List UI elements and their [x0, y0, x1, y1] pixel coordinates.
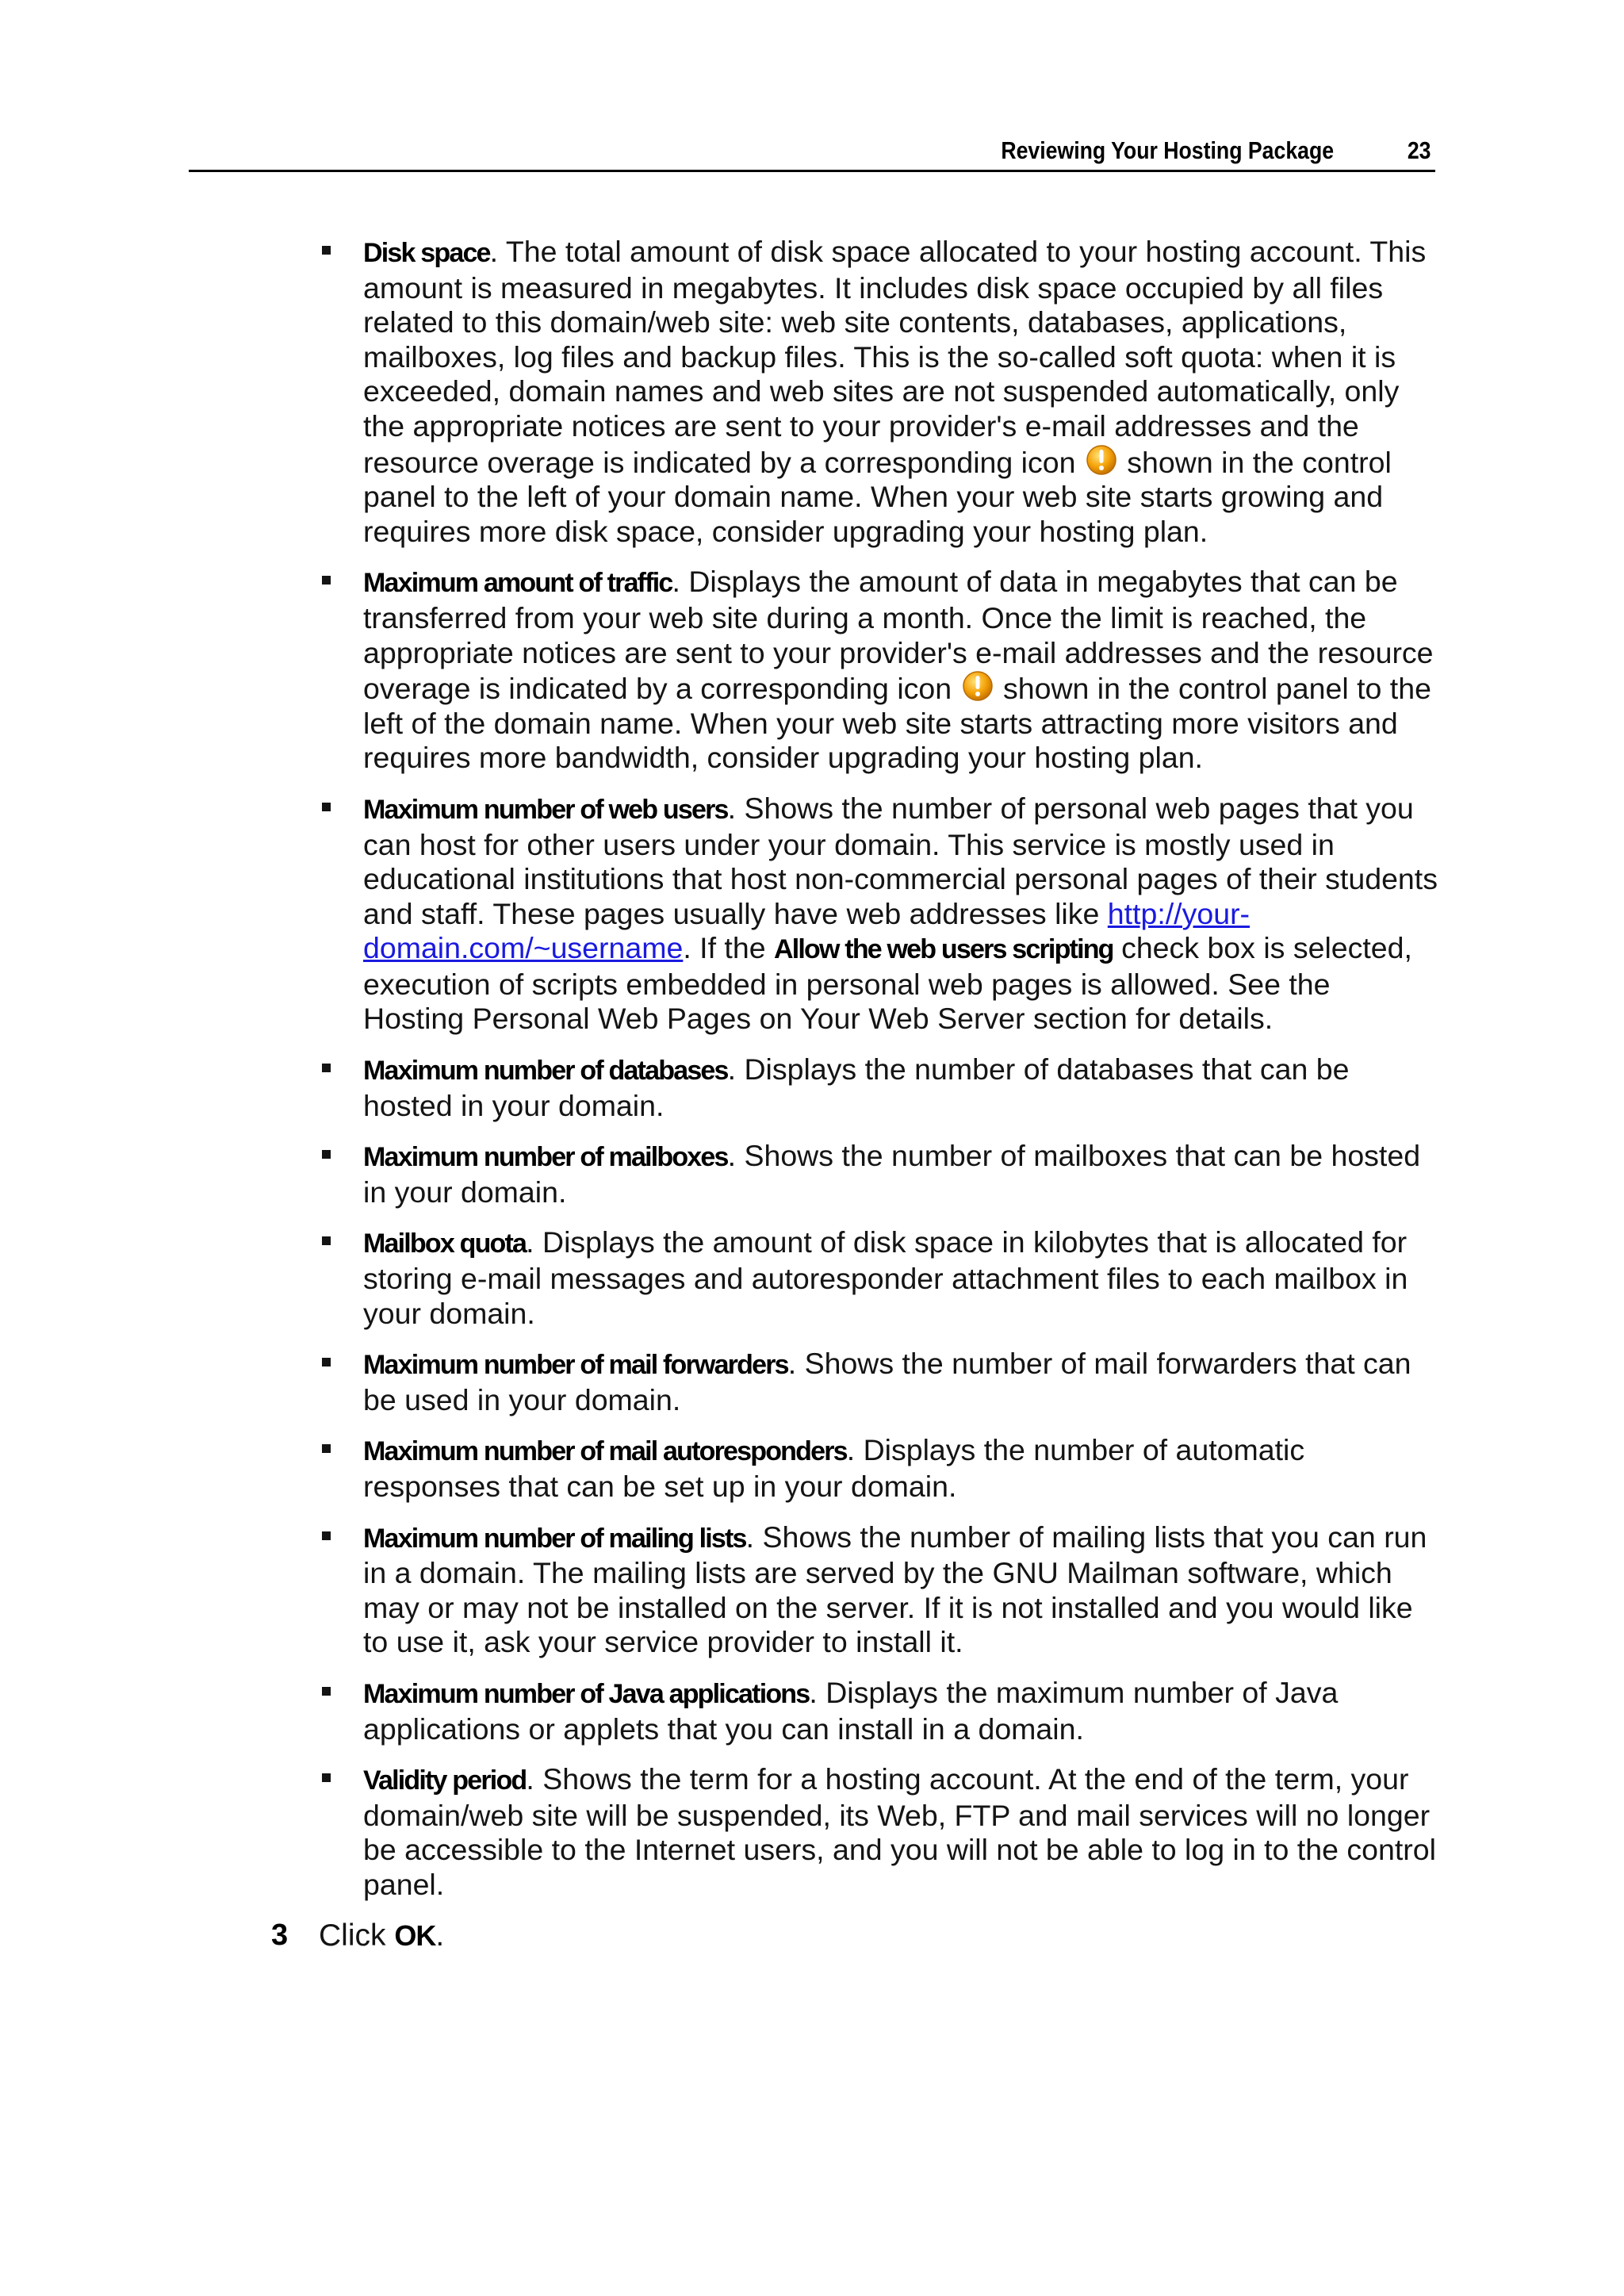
- item-text: . Shows the number of mail forwarders that can be used in your domain.: [363, 1347, 1411, 1416]
- bullet-square-icon: [322, 1531, 331, 1540]
- example-url-link[interactable]: http://your-domain.com/~username: [363, 896, 1251, 965]
- term-validity-period: Validity period: [363, 1765, 527, 1796]
- list-item-disk-space: [363, 235, 1438, 549]
- term-traffic: Maximum amount of traffic: [363, 568, 672, 599]
- procedure-step: [0, 1918, 1624, 1958]
- item-text: . Shows the number of personal web pages that you can host for other users under your domain. This service is mostly used in educational institutions that host non-commercial personal pages of their students and staff. These pages usually have web addresses like: [363, 791, 1438, 930]
- item-text: . If the: [683, 931, 774, 965]
- item-text: . Shows the term for a hosting account. At the end of the term, your domain/web site will be suspended, its Web, FTP and mail services will no longer be accessible to the Internet users, and you will not be able to log in to the control panel.: [363, 1762, 1436, 1901]
- item-text: . Displays the amount of data in megabytes that can be transferred from your web site during a month. Once the limit is reached, the appropriate notices are sent to your provider's e-mail addresses and the resource overage is indicated by a corresponding icon: [363, 565, 1434, 706]
- header-section-title: Reviewing Your Hosting Package: [1001, 136, 1334, 164]
- ui-label-allow-scripting: Allow the web users scripting: [773, 934, 1113, 965]
- term-mail-forwarders: Maximum number of mail forwarders: [363, 1350, 788, 1381]
- list-item-mailboxes: [363, 1139, 1438, 1209]
- term-mailboxes: Maximum number of mailboxes: [363, 1142, 728, 1173]
- item-text: . The total amount of disk space allocated to your hosting account. This amount is measured in megabytes. It includes disk space occupied by all files related to this domain/web site: web site contents, databases, applications, mailboxes, log files and backup files. This is the so-called soft quota: when it is exceeded, domain names and web sites are not suspended automatically, only the appropriate notices are sent to your provider's e-mail addresses and the resource overage is indicated by a corresponding icon: [363, 235, 1427, 479]
- list-item-mail-forwarders: [363, 1347, 1438, 1417]
- page-content: [0, 235, 1624, 1958]
- warning-icon: [962, 670, 994, 702]
- bullet-square-icon: [322, 576, 331, 585]
- bullet-square-icon: [322, 1150, 331, 1159]
- list-item-mail-autoresponders: [363, 1433, 1438, 1504]
- item-text: . Displays the number of automatic responses that can be set up in your domain.: [363, 1433, 1305, 1503]
- settings-bullet-list: [0, 235, 1624, 1903]
- running-header: [189, 133, 1435, 172]
- item-text: shown in the control panel to the left of the domain name. When your web site starts attracting more visitors and requires more bandwidth, consider upgrading your hosting plan.: [363, 672, 1431, 775]
- step-text-before: Click: [319, 1918, 395, 1953]
- header-page-number: 23: [1407, 136, 1431, 164]
- list-item-validity-period: [363, 1762, 1438, 1902]
- term-mail-autoresponders: Maximum number of mail autoresponders: [363, 1436, 847, 1467]
- list-item-mailbox-quota: [363, 1225, 1438, 1331]
- ok-button-label: OK: [394, 1918, 436, 1952]
- item-text: . Displays the number of databases that can be hosted in your domain.: [363, 1052, 1350, 1122]
- bullet-square-icon: [322, 1358, 331, 1366]
- list-item-traffic: [363, 565, 1438, 776]
- step-number: 3: [271, 1918, 289, 1952]
- item-text: . Displays the maximum number of Java applications or applets that you can install in a domain.: [363, 1675, 1339, 1746]
- bullet-square-icon: [322, 1687, 331, 1696]
- warning-icon: [1086, 444, 1117, 476]
- bullet-square-icon: [322, 246, 331, 255]
- term-mailing-lists: Maximum number of mailing lists: [363, 1523, 746, 1554]
- list-item-databases: [363, 1052, 1438, 1123]
- item-text: shown in the control panel to the left of your domain name. When your web site starts growing and requires more disk space, consider upgrading your hosting plan.: [363, 445, 1392, 548]
- list-item-mailing-lists: [363, 1520, 1438, 1660]
- term-java-applications: Maximum number of Java applications: [363, 1678, 810, 1709]
- bullet-square-icon: [322, 803, 331, 811]
- term-mailbox-quota: Mailbox quota: [363, 1228, 527, 1259]
- list-item-web-users: [363, 792, 1438, 1037]
- item-text: . Displays the amount of disk space in kilobytes that is allocated for storing e-mail messages and autoresponder attachment files to each mailbox in your domain.: [363, 1225, 1408, 1330]
- term-web-users: Maximum number of web users: [363, 794, 728, 825]
- list-item-java-applications: [363, 1676, 1438, 1746]
- item-text: . Shows the number of mailing lists that you can run in a domain. The mailing lists are served by the GNU Mailman software, which may or may not be installed on the server. If it is not installed and you would like to use it, ask your service provider to install it.: [363, 1520, 1427, 1659]
- step-text: [319, 1918, 444, 1953]
- bullet-square-icon: [322, 1773, 331, 1782]
- bullet-square-icon: [322, 1064, 331, 1072]
- item-text: . Shows the number of mailboxes that can be hosted in your domain.: [363, 1139, 1421, 1209]
- term-disk-space: Disk space: [363, 238, 490, 268]
- bullet-square-icon: [322, 1236, 331, 1245]
- item-text: check box is selected, execution of scripts embedded in personal web pages is allowed. See the Hosting Personal Web Pages on Your Web Server section for details.: [363, 931, 1412, 1036]
- step-text-after: .: [435, 1918, 445, 1953]
- term-databases: Maximum number of databases: [363, 1056, 728, 1087]
- bullet-square-icon: [322, 1444, 331, 1453]
